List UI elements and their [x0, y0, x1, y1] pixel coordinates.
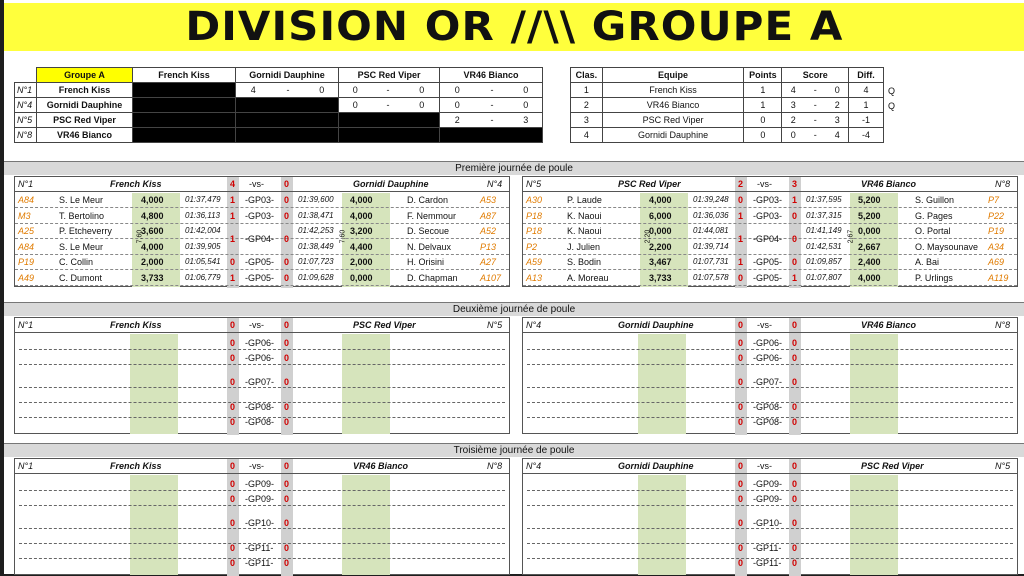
- lap-time: 01:38,449: [298, 241, 334, 251]
- category-code: A27: [480, 257, 497, 267]
- player-name: K. Naoui: [567, 226, 602, 236]
- duel-score: 0: [738, 195, 744, 205]
- lap-time: 01:37,479: [185, 195, 221, 204]
- match-row: [523, 193, 1017, 208]
- team-score: 2: [738, 179, 744, 189]
- gp-label: -GP09-: [245, 479, 275, 489]
- team-name: Gornidi Dauphine: [353, 179, 429, 189]
- duel-score: 0: [792, 377, 798, 387]
- gp-label: -GP09-: [753, 479, 783, 489]
- team-number: N°1: [18, 461, 34, 471]
- duel-score: 0: [284, 195, 290, 205]
- duel-score: 0: [792, 518, 798, 528]
- section-title-3: Troisième journée de poule: [4, 443, 1024, 457]
- match-row: [15, 209, 509, 224]
- gp-label: -GP03-: [245, 195, 275, 205]
- duel-score: 0: [284, 494, 290, 504]
- matrix-col-team: French Kiss: [133, 68, 236, 83]
- match-row: [15, 541, 509, 556]
- player-name: P. Laude: [567, 195, 602, 205]
- team-name: French Kiss: [110, 179, 162, 189]
- section-title-2: Deuxième journée de poule: [4, 302, 1024, 316]
- team-score: 0: [284, 461, 290, 471]
- matrix-row-team: French Kiss: [37, 83, 133, 98]
- duel-score: 0: [284, 272, 290, 283]
- team-name: Gornidi Dauphine: [618, 320, 694, 330]
- standings-table: Clas. Equipe Points Score Diff. 1 French Kiss 1 4 - 0 4 2 VR46 Bianco 1 3 - 2 1 3 PSC Red Viper 0 2 - 3 -1 4 Gornidi Dauphine 0 0 - 4 -4: [570, 67, 884, 143]
- duel-score: 0: [284, 257, 290, 267]
- player-score: 3,600: [141, 226, 164, 236]
- team-name: PSC Red Viper: [353, 320, 416, 330]
- gp-label: -GP06-: [245, 338, 275, 348]
- match-row: [523, 400, 1017, 415]
- category-code: P19: [988, 226, 1005, 236]
- matrix-header-group: Groupe A: [37, 68, 133, 83]
- duel-score: 0: [792, 257, 798, 267]
- match-row: [15, 492, 509, 507]
- match-row: [15, 351, 509, 366]
- duel-score: 0: [792, 353, 798, 363]
- panel-header: [15, 459, 509, 474]
- player-name: N. Delvaux: [407, 241, 452, 252]
- match-row: [15, 415, 509, 430]
- standings-row: 2 VR46 Bianco 1 3 - 2 1: [571, 98, 884, 113]
- duel-score: 0: [284, 377, 290, 387]
- lap-time: 01:39,905: [185, 241, 221, 251]
- team-score: 0: [738, 461, 744, 471]
- team-number: N°4: [487, 179, 503, 189]
- qualified-mark: Q: [888, 101, 896, 111]
- player-score: 5,200: [858, 210, 881, 221]
- category-code: A34: [988, 241, 1005, 252]
- category-code: A13: [526, 272, 543, 283]
- duel-score: 0: [738, 417, 744, 427]
- duel-score: 0: [284, 338, 290, 348]
- match-row: [15, 193, 509, 208]
- lap-time: 01:39,600: [298, 195, 334, 204]
- duel-score: 1: [792, 272, 798, 283]
- duel-score: 0: [738, 479, 744, 489]
- lap-time: 01:09,628: [298, 272, 334, 282]
- gp-label: -GP09-: [245, 494, 275, 504]
- team-number: N°5: [526, 179, 542, 189]
- category-code: P13: [480, 241, 497, 252]
- duel-score: 1: [738, 210, 744, 221]
- gp-label: -GP05-: [753, 272, 783, 283]
- category-code: P19: [18, 257, 35, 267]
- match-row: [15, 400, 509, 415]
- category-code: P7: [988, 195, 1000, 205]
- player-score: 3,200: [350, 226, 373, 236]
- qualified-mark: Q: [888, 86, 896, 96]
- match-row: [15, 271, 509, 286]
- category-code: A107: [480, 272, 502, 283]
- gp-label: -GP11-: [245, 558, 274, 568]
- player-name: A. Moreau: [567, 272, 609, 283]
- lap-time: 01:42,004: [185, 226, 221, 235]
- match-row: [15, 516, 509, 531]
- vs-label: -vs-: [757, 461, 772, 471]
- duel-score: 0: [792, 233, 798, 244]
- match-panel: [522, 176, 1018, 287]
- team-score: 0: [792, 320, 798, 330]
- gp-label: -GP04-: [245, 233, 275, 244]
- match-panel: [14, 317, 510, 434]
- duel-score: 0: [792, 494, 798, 504]
- lap-time: 01:36,036: [693, 210, 729, 220]
- gp-label: -GP09-: [753, 494, 783, 504]
- player-name: H. Orisini: [407, 257, 445, 267]
- team-number: N°8: [995, 179, 1011, 189]
- section-title-1: Première journée de poule: [4, 161, 1024, 175]
- duel-score: 0: [792, 402, 798, 412]
- duel-score: 1: [230, 210, 236, 221]
- match-row: [523, 271, 1017, 286]
- duel-score: 0: [738, 353, 744, 363]
- team-name: VR46 Bianco: [861, 320, 917, 330]
- lap-time: 01:36,113: [185, 210, 220, 220]
- duel-score: 0: [738, 272, 744, 283]
- team-name: French Kiss: [110, 320, 162, 330]
- team-score: 4: [230, 179, 236, 189]
- category-code: A30: [526, 195, 543, 205]
- team-name: Gornidi Dauphine: [618, 461, 694, 471]
- average-label: 7,60: [136, 229, 144, 244]
- duel-score: 0: [230, 494, 236, 504]
- gp-label: -GP08-: [753, 402, 783, 412]
- gp-label: -GP11-: [753, 558, 782, 568]
- player-score: 4,800: [141, 210, 164, 221]
- match-row: [15, 255, 509, 270]
- matrix-row-team: PSC Red Viper: [37, 113, 133, 128]
- duel-score: 0: [738, 338, 744, 348]
- match-row: [523, 492, 1017, 507]
- category-code: A49: [18, 272, 35, 283]
- team-score: 0: [738, 320, 744, 330]
- match-row: [523, 477, 1017, 492]
- category-code: P22: [988, 210, 1005, 221]
- duel-score: 0: [284, 417, 290, 427]
- player-name: G. Pages: [915, 210, 953, 221]
- player-score: 2,000: [350, 257, 373, 267]
- vs-label: -vs-: [249, 320, 264, 330]
- duel-score: 0: [792, 558, 798, 568]
- gp-label: -GP06-: [753, 353, 783, 363]
- player-score: 4,000: [649, 195, 672, 205]
- player-name: C. Collin: [59, 257, 94, 267]
- player-score: 4,000: [350, 210, 373, 221]
- player-name: J. Julien: [567, 241, 601, 252]
- duel-score: 0: [792, 338, 798, 348]
- duel-score: 0: [230, 402, 236, 412]
- gp-label: -GP11-: [753, 543, 782, 553]
- player-name: O. Maysounave: [915, 241, 979, 252]
- match-row: [523, 556, 1017, 571]
- player-score: 4,000: [350, 195, 373, 205]
- gp-label: -GP10-: [753, 518, 783, 528]
- match-row: [523, 255, 1017, 270]
- vs-label: -vs-: [249, 179, 264, 189]
- player-score: 0,000: [649, 226, 672, 236]
- duel-score: 0: [738, 377, 744, 387]
- matrix-row-team: VR46 Bianco: [37, 128, 133, 143]
- gp-label: -GP06-: [245, 353, 275, 363]
- matrix-row-team: Gornidi Dauphine: [37, 98, 133, 113]
- duel-score: 0: [230, 338, 236, 348]
- match-row: [15, 375, 509, 390]
- gp-label: -GP03-: [753, 210, 783, 221]
- player-name: P. Etcheverry: [59, 226, 112, 236]
- match-panel: [14, 176, 510, 287]
- category-code: A119: [988, 272, 1009, 283]
- player-score: 4,400: [350, 241, 373, 252]
- player-score: 2,000: [141, 257, 164, 267]
- category-code: A69: [988, 257, 1005, 267]
- team-score: 0: [792, 461, 798, 471]
- duel-score: 0: [738, 518, 744, 528]
- match-panel: [522, 458, 1018, 575]
- lap-time: 01:42,531: [806, 241, 842, 251]
- player-name: P. Urlings: [915, 272, 953, 283]
- duel-score: 0: [284, 479, 290, 489]
- gp-label: -GP06-: [753, 338, 783, 348]
- duel-score: 0: [230, 518, 236, 528]
- player-name: D. Cardon: [407, 195, 449, 205]
- team-number: N°4: [526, 320, 542, 330]
- player-score: 5,200: [858, 195, 881, 205]
- player-score: 0,000: [858, 226, 881, 236]
- match-row: [15, 556, 509, 571]
- sheet: [4, 0, 1024, 574]
- duel-score: 0: [792, 210, 798, 221]
- duel-score: 1: [230, 272, 236, 283]
- standings-row: 3 PSC Red Viper 0 2 - 3 -1: [571, 113, 884, 128]
- player-score: 2,200: [649, 241, 672, 252]
- average-label: 2,20: [644, 229, 652, 244]
- duel-score: 0: [284, 543, 290, 553]
- vs-label: -vs-: [757, 179, 772, 189]
- duel-score: 0: [284, 518, 290, 528]
- match-panel: [522, 317, 1018, 434]
- gp-label: -GP03-: [245, 210, 275, 221]
- duel-score: 0: [230, 543, 236, 553]
- gp-label: -GP11-: [245, 543, 274, 553]
- category-code: A84: [18, 241, 35, 252]
- lap-time: 01:07,723: [298, 257, 334, 266]
- duel-score: 0: [230, 558, 236, 568]
- gp-label: -GP08-: [245, 402, 275, 412]
- average-label: 7,60: [339, 229, 347, 244]
- team-number: N°8: [995, 320, 1011, 330]
- duel-score: 0: [738, 402, 744, 412]
- team-score: 0: [284, 179, 290, 189]
- duel-score: 0: [284, 353, 290, 363]
- duel-score: 0: [284, 558, 290, 568]
- player-name: S. Le Meur: [59, 195, 104, 205]
- player-name: T. Bertolino: [59, 210, 105, 221]
- player-score: 3,733: [141, 272, 164, 283]
- panel-header: [523, 318, 1017, 333]
- category-code: A25: [18, 226, 35, 236]
- match-row: [523, 209, 1017, 224]
- gp-label: -GP07-: [245, 377, 275, 387]
- duel-score: 0: [230, 417, 236, 427]
- lap-time: 01:07,731: [693, 257, 729, 266]
- duel-score: 0: [230, 257, 236, 267]
- match-row: [523, 541, 1017, 556]
- lap-time: 01:07,578: [693, 272, 729, 282]
- category-code: M3: [18, 210, 31, 221]
- category-code: A53: [480, 195, 497, 205]
- lap-time: 01:06,779: [185, 272, 221, 282]
- lap-time: 01:42,253: [298, 226, 334, 235]
- lap-time: 01:07,807: [806, 272, 842, 282]
- player-score: 4,000: [858, 272, 881, 283]
- matrix-row-num: N°1: [15, 83, 37, 98]
- player-score: 2,400: [858, 257, 881, 267]
- duel-score: 0: [284, 210, 290, 221]
- duel-score: 1: [738, 257, 744, 267]
- player-name: K. Naoui: [567, 210, 602, 221]
- category-code: P18: [526, 226, 543, 236]
- duel-score: 0: [284, 402, 290, 412]
- category-code: A84: [18, 195, 35, 205]
- match-row: [523, 415, 1017, 430]
- match-row: [523, 351, 1017, 366]
- team-number: N°4: [526, 461, 542, 471]
- match-row: [15, 477, 509, 492]
- team-number: N°1: [18, 320, 34, 330]
- lap-time: 01:39,714: [693, 241, 729, 251]
- gp-label: -GP04-: [753, 233, 783, 244]
- team-name: VR46 Bianco: [353, 461, 409, 471]
- team-score: 0: [284, 320, 290, 330]
- matrix-col-team: PSC Red Viper: [339, 68, 440, 83]
- player-name: D. Chapman: [407, 272, 458, 283]
- title-banner: [4, 3, 1024, 51]
- page-title: DIVISION OR //\\ GROUPE A: [184, 4, 844, 50]
- player-name: S. Guillon: [915, 195, 955, 205]
- panel-header: [15, 177, 509, 192]
- lap-time: 01:44,081: [693, 226, 729, 235]
- duel-score: 1: [230, 233, 236, 244]
- lap-time: 01:38,471: [298, 210, 334, 220]
- vs-label: -vs-: [249, 461, 264, 471]
- gp-label: -GP07-: [753, 377, 783, 387]
- group-matrix: Groupe A French Kiss Gornidi Dauphine PSC Red Viper VR46 Bianco N°1 French Kiss 4 - 0 0 - 0 0 - 0 N°4 Gornidi Dauphine 0 - 0 0 - 0 N°5 PSC Red Viper 2 - 3 N°8 VR46 Bianco: [14, 67, 543, 143]
- panel-header: [15, 318, 509, 333]
- player-name: S. Bodin: [567, 257, 602, 267]
- player-score: 4,000: [141, 195, 164, 205]
- team-score: 0: [230, 320, 236, 330]
- category-code: A52: [480, 226, 497, 236]
- lap-time: 01:39,248: [693, 195, 729, 204]
- team-name: VR46 Bianco: [861, 179, 917, 189]
- category-code: A87: [480, 210, 497, 221]
- duel-score: 1: [792, 195, 798, 205]
- match-row: [523, 336, 1017, 351]
- player-score: 3,733: [649, 272, 672, 283]
- team-score: 0: [230, 461, 236, 471]
- match-row: [15, 336, 509, 351]
- panel-header: [523, 459, 1017, 474]
- category-code: A59: [526, 257, 543, 267]
- duel-score: 0: [792, 479, 798, 489]
- player-name: D. Secoue: [407, 226, 450, 236]
- player-score: 4,000: [141, 241, 164, 252]
- matrix-col-team: VR46 Bianco: [440, 68, 543, 83]
- team-number: N°5: [995, 461, 1011, 471]
- match-row: [523, 516, 1017, 531]
- lap-time: 01:37,595: [806, 195, 842, 204]
- duel-score: 0: [230, 377, 236, 387]
- gp-label: -GP08-: [245, 417, 275, 427]
- match-panel: [14, 458, 510, 575]
- duel-score: 0: [230, 479, 236, 489]
- matrix-col-team: Gornidi Dauphine: [236, 68, 339, 83]
- duel-score: 0: [738, 558, 744, 568]
- duel-score: 0: [230, 353, 236, 363]
- team-number: N°8: [487, 461, 503, 471]
- team-number: N°5: [487, 320, 503, 330]
- duel-score: 0: [738, 494, 744, 504]
- duel-score: 1: [230, 195, 236, 205]
- standings-row: 4 Gornidi Dauphine 0 0 - 4 -4: [571, 128, 884, 143]
- player-score: 3,467: [649, 257, 672, 267]
- lap-time: 01:37,315: [806, 210, 842, 220]
- lap-time: 01:05,541: [185, 257, 221, 266]
- player-name: F. Nemmour: [407, 210, 457, 221]
- gp-label: -GP05-: [245, 257, 275, 267]
- match-row: [523, 375, 1017, 390]
- gp-label: -GP10-: [245, 518, 275, 528]
- panel-header: [523, 177, 1017, 192]
- gp-label: -GP05-: [753, 257, 783, 267]
- player-score: 6,000: [649, 210, 672, 221]
- duel-score: 0: [792, 417, 798, 427]
- team-number: N°1: [18, 179, 34, 189]
- player-score: 0,000: [350, 272, 373, 283]
- team-name: PSC Red Viper: [861, 461, 924, 471]
- duel-score: 0: [792, 543, 798, 553]
- gp-label: -GP08-: [753, 417, 783, 427]
- standings-row: 1 French Kiss 1 4 - 0 4: [571, 83, 884, 98]
- lap-time: 01:09,857: [806, 257, 842, 266]
- gp-label: -GP03-: [753, 195, 783, 205]
- duel-score: 0: [284, 233, 290, 244]
- vs-label: -vs-: [757, 320, 772, 330]
- player-name: C. Dumont: [59, 272, 103, 283]
- average-label: 2,67: [847, 229, 855, 244]
- player-name: O. Portal: [915, 226, 951, 236]
- category-code: P18: [526, 210, 543, 221]
- lap-time: 01:41,149: [806, 226, 842, 235]
- player-score: 2,667: [858, 241, 881, 252]
- team-score: 3: [792, 179, 798, 189]
- team-name: PSC Red Viper: [618, 179, 681, 189]
- gp-label: -GP05-: [245, 272, 275, 283]
- duel-score: 0: [738, 543, 744, 553]
- team-name: French Kiss: [110, 461, 162, 471]
- player-name: A. Bai: [915, 257, 940, 267]
- player-name: S. Le Meur: [59, 241, 104, 252]
- category-code: P2: [526, 241, 538, 252]
- duel-score: 1: [738, 233, 744, 244]
